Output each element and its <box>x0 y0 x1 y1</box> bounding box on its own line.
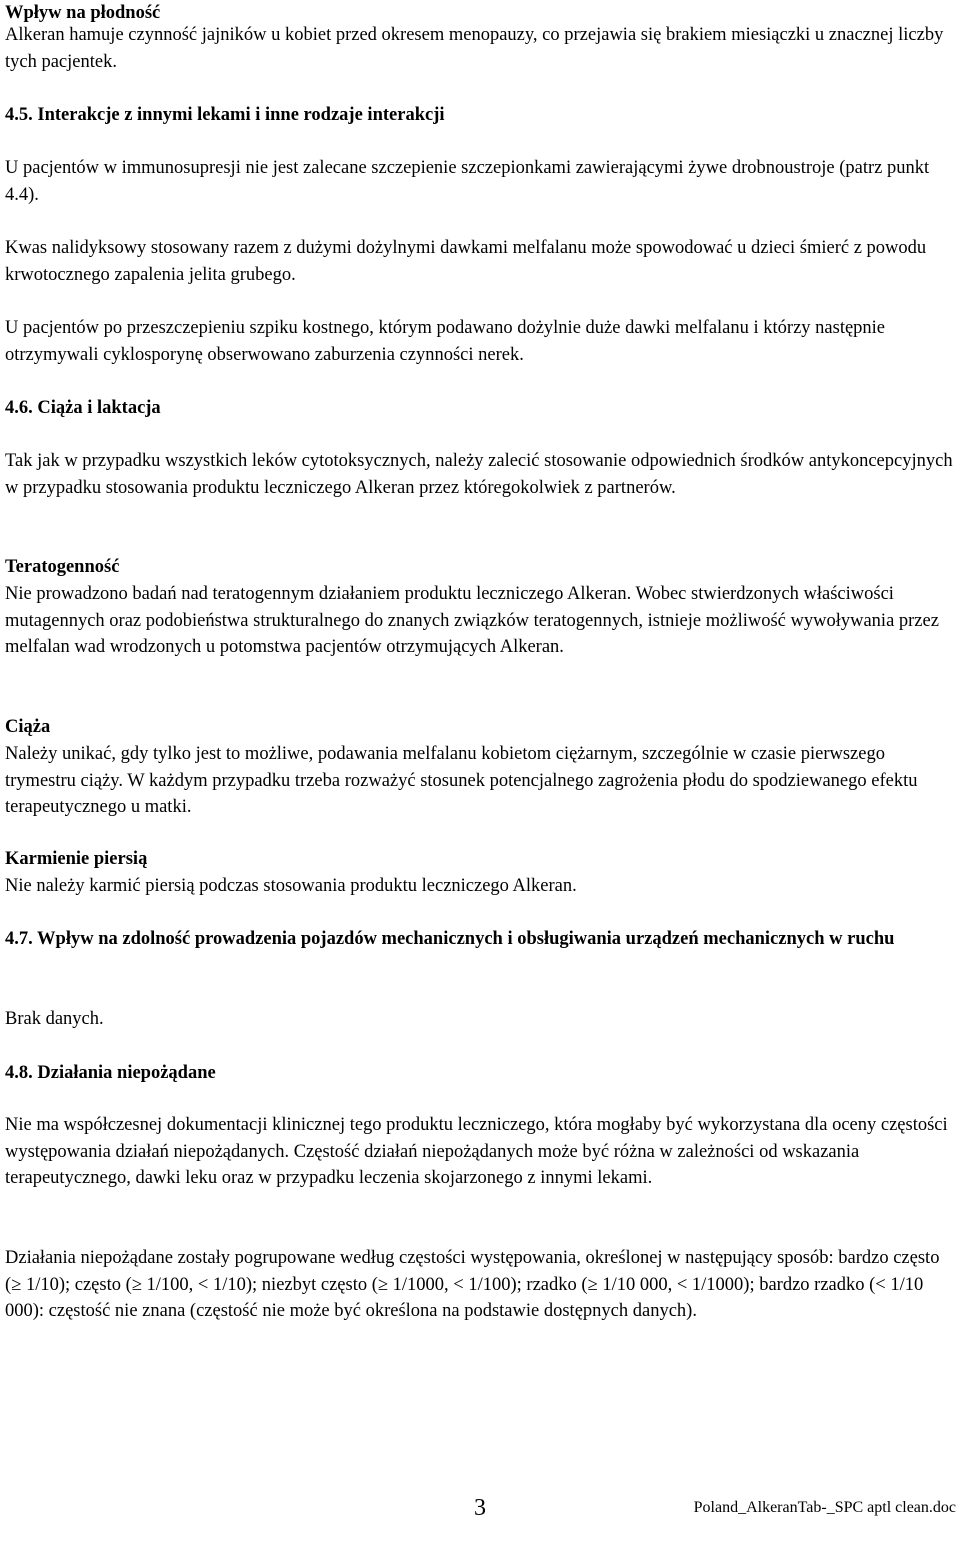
section-4-7-heading: 4.7. Wpływ na zdolność prowadzenia pojazdów mechanicznych i obsługiwania urządzeń mechanicznych w ruchu <box>5 929 895 949</box>
section-4-8-heading: 4.8. Działania niepożądane <box>5 1063 216 1083</box>
section-4-5-paragraph-1: U pacjentów w immunosupresji nie jest zalecane szczepienie szczepionkami zawierającymi żywe drobnoustroje (patrz punkt 4.4). <box>5 158 930 205</box>
fertility-heading: Wpływ na płodność <box>5 3 161 23</box>
fertility-paragraph: Alkeran hamuje czynność jajników u kobiet przed okresem menopauzy, co przejawia się brakiem miesiączki u znacznej liczby tych pacjentek. <box>5 25 944 72</box>
section-4-8-paragraph-2: Działania niepożądane zostały pogrupowane według częstości występowania, określonej w następujący sposób: bardzo często (≥ 1/10); często (≥ 1/100, < 1/10); niezbyt często (≥ 1/1000, < 1/100); rzadko (≥ 1/10 000, < 1/1000); bardzo rzadko (< 1/10 000): częstość nie znana (częstość nie może być określona na podstawie dostępnych danych). <box>5 1248 940 1321</box>
pregnancy-heading: Ciąża <box>5 717 51 737</box>
section-4-6-paragraph-1: Tak jak w przypadku wszystkich leków cytotoksycznych, należy zalecić stosowanie odpowiednich środków antykoncepcyjnych w przypadku stosowania produktu leczniczego Alkeran przez któregokolwiek z partnerów. <box>5 451 953 498</box>
section-4-5-paragraph-3: U pacjentów po przeszczepieniu szpiku kostnego, którym podawano dożylnie duże dawki melfalanu i którzy następnie otrzymywali cyklosporynę obserwowano zaburzenia czynności nerek. <box>5 318 886 365</box>
teratogenicity-paragraph: Nie prowadzono badań nad teratogennym działaniem produktu leczniczego Alkeran. Wobec stwierdzonych właściwości mutagennych oraz podobieństwa strukturalnego do znanych związków teratogennych, istnieje możliwość wywoływania przez melfalan wad wrodzonych u potomstwa pacjentów otrzymujących Alkeran. <box>5 584 939 657</box>
section-4-8-paragraph-1: Nie ma współczesnej dokumentacji klinicznej tego produktu leczniczego, która mogłaby być wykorzystana dla oceny częstości występowania działań niepożądanych. Częstość działań niepożądanych może być różna w zależności od wskazania terapeutycznego, dawki leku oraz w przypadku leczenia skojarzonego z innymi lekami. <box>5 1115 948 1188</box>
section-4-5-heading: 4.5. Interakcje z innymi lekami i inne rodzaje interakcji <box>5 105 445 125</box>
footer-filename: Poland_AlkeranTab-_SPC aptl clean.doc <box>693 1499 956 1516</box>
section-4-6-heading: 4.6. Ciąża i laktacja <box>5 398 161 418</box>
section-4-7-paragraph: Brak danych. <box>5 1009 104 1029</box>
pregnancy-paragraph: Należy unikać, gdy tylko jest to możliwe, podawania melfalanu kobietom ciężarnym, szczególnie w czasie pierwszego trymestru ciąży. W każdym przypadku trzeba rozważyć stosunek potencjalnego zagrożenia płodu do spodziewanego efektu terapeutycznego u matki. <box>5 744 918 817</box>
breastfeeding-paragraph: Nie należy karmić piersią podczas stosowania produktu leczniczego Alkeran. <box>5 876 577 896</box>
breastfeeding-heading: Karmienie piersią <box>5 849 148 869</box>
section-4-5-paragraph-2: Kwas nalidyksowy stosowany razem z dużymi dożylnymi dawkami melfalanu może spowodować u dzieci śmierć z powodu krwotocznego zapalenia jelita grubego. <box>5 238 927 285</box>
page-number: 3 <box>474 1495 486 1521</box>
teratogenicity-heading: Teratogenność <box>5 557 120 577</box>
